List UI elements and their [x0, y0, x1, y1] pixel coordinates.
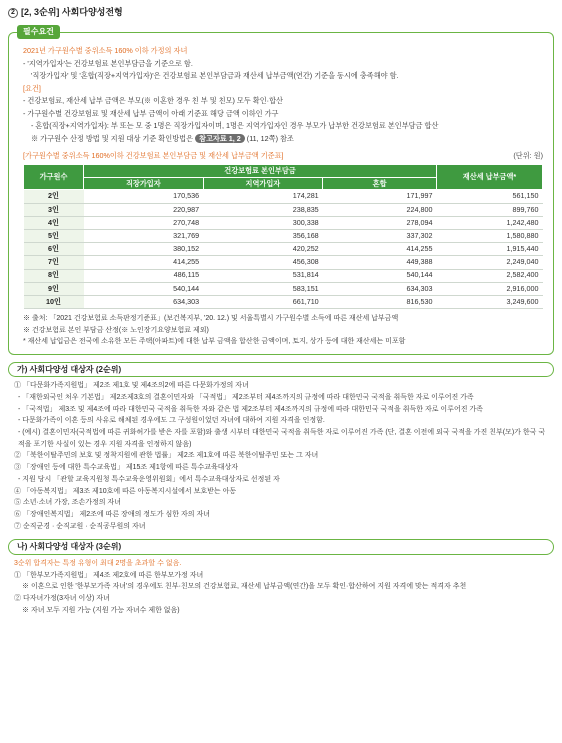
- cell-employee: 414,255: [84, 256, 204, 269]
- list-item: ⑤ 소년·소녀 가장, 조손가정의 자녀: [14, 499, 121, 507]
- list-item: - (예시) 결혼이민자(국적법에 따른 귀화허가를 받은 자를 포함)와 출생 시부터 대한민국 국적을 취득한 자로 이루어진 가족 (단, 결혼 이전에 외국 국적을 가진 친부(모)가 한국 국적을 포기한 사실이 있는 경우 지원 자격을 인정하지 않음): [18, 429, 546, 448]
- req-line: - '지역가입자'는 건강보험료 본인부담금을 기준으로 함.: [23, 58, 193, 68]
- table-notes: [23, 313, 543, 348]
- cell-household: 9인: [24, 282, 84, 295]
- list-item: - 「재한외국인 처우 기본법」 제2조제3호의 결혼이민자와 「국적법」 제2조부터 제4조까지의 규정에 따라 대한민국 국적을 취득한 자로 이루어진 가족: [18, 393, 474, 401]
- cell-household: 5인: [24, 230, 84, 243]
- cell-household: 4인: [24, 216, 84, 229]
- cell-tax: 899,760: [437, 203, 543, 216]
- table-row: [24, 203, 543, 216]
- cell-mixed: 171,997: [323, 190, 437, 203]
- list-item: - 지원 당시 「관할 교육지원청 특수교육운영위원회」에서 특수교육대상자로 선정된 자: [18, 475, 280, 483]
- cell-regional: 174,281: [203, 190, 323, 203]
- list-item: ① 「한부모가족지원법」 제4조 제2호에 따른 한부모가정 자녀: [14, 571, 204, 579]
- table-row: [24, 230, 543, 243]
- ref-prefix: ※ 가구원수 산정 방법 및 지원 대상 기준 확인방법은: [31, 133, 194, 143]
- cell-mixed: 414,255: [323, 243, 437, 256]
- col-header-household: 가구원수: [24, 165, 84, 190]
- cell-household: 10인: [24, 295, 84, 308]
- section-na-title: 나) 사회다양성 대상자 (3순위): [8, 539, 554, 555]
- table-row: [24, 295, 543, 308]
- col-header-employee: 직장가입자: [84, 178, 204, 190]
- list-item: ② 다자녀가정(3자녀 이상) 자녀: [14, 595, 110, 603]
- cell-mixed: 540,144: [323, 269, 437, 282]
- list-item: ⑥ 「장애인복지법」 제2조에 따른 장애의 정도가 심한 자의 자녀: [14, 510, 210, 518]
- cell-regional: 238,835: [203, 203, 323, 216]
- cell-regional: 356,168: [203, 230, 323, 243]
- section-number: 2: [8, 8, 18, 18]
- section-title-text: [2, 3순위] 사회다양성전형: [21, 7, 123, 18]
- requirements-tag: 필수요건: [17, 25, 60, 39]
- cell-tax: 1,915,440: [437, 243, 543, 256]
- list-item: ③ 「장애인 등에 대한 특수교육법」 제15조 제1항에 따른 특수교육대상자: [14, 464, 239, 472]
- ref-suffix: (11, 12쪽) 참조: [246, 133, 294, 143]
- note-line: ※ 출처: 「2021 건강보험료 소득판정기준표」(보건복지부, '20. 12.) 및 서울특별시 가구원수별 소득에 따른 재산세 납부금액: [23, 315, 399, 323]
- cell-tax: 561,150: [437, 190, 543, 203]
- ref-highlight[interactable]: 참고자료 1, 2: [195, 134, 245, 143]
- list-item: ① 「다문화가족지원법」 제2조 제1호 및 제4조의2에 따른 다문화가정의 자녀: [14, 382, 249, 390]
- list-item: ② 「북한이탈주민의 보호 및 정착지원에 관한 법률」 제2조 제1호에 따른 북한이탈주민 또는 그 자녀: [14, 452, 319, 460]
- req-line: 2021년 가구원수별 중위소득 160% 이하 가정의 자녀: [23, 46, 188, 55]
- section-ga-body: [8, 377, 554, 532]
- cell-tax: 2,916,000: [437, 282, 543, 295]
- cell-regional: 456,308: [203, 256, 323, 269]
- list-item: ※ 자녀 모두 지원 가능 (지원 가능 자녀수 제한 없음): [22, 606, 180, 614]
- req-line: - 건강보험료, 재산세 납부 금액은 부모(※ 이혼한 경우 친 부 및 친모) 모두 확인·합산: [23, 96, 283, 105]
- cell-household: 3인: [24, 203, 84, 216]
- cell-regional: 661,710: [203, 295, 323, 308]
- table-row: [24, 216, 543, 229]
- table-row: [24, 282, 543, 295]
- cell-regional: 420,252: [203, 243, 323, 256]
- section-na-body: [8, 555, 554, 617]
- cell-tax: 3,249,600: [437, 295, 543, 308]
- cell-mixed: 337,302: [323, 230, 437, 243]
- list-item: - 「국적법」 제3조 및 제4조에 따라 대한민국 국적을 취득한 자와 같은 법 제2조부터 제4조까지의 규정에 따라 대한민국 국적을 취득한 자로 이루어진 가족: [18, 405, 483, 413]
- cell-tax: 1,580,880: [437, 230, 543, 243]
- cell-mixed: 449,388: [323, 256, 437, 269]
- list-item: ※ 이혼으로 인한 '한부모가족 자녀'의 경우에도 친부·친모의 건강보험료, 재산세 납부금액(연간)을 모두 확인·합산하여 지원 자격에 맞는 적격자 추천: [22, 583, 467, 591]
- table-row: [24, 190, 543, 203]
- table-row: [24, 256, 543, 269]
- section-ga: [8, 362, 554, 533]
- cell-household: 8인: [24, 269, 84, 282]
- req-line: '직장가입자' 및 '혼합(직장+지역가입자)'은 건강보험료 본인부담금과 재산세 납부금액(연간) 기준을 동시에 충족해야 함.: [31, 71, 399, 80]
- cell-tax: 2,249,040: [437, 256, 543, 269]
- cell-regional: 531,814: [203, 269, 323, 282]
- list-item: ④ 「아동복지법」 제3조 제10호에 따른 아동복지시설에서 보호받는 아동: [14, 487, 237, 495]
- cell-employee: 634,303: [84, 295, 204, 308]
- cell-regional: 300,338: [203, 216, 323, 229]
- cell-tax: 2,582,400: [437, 269, 543, 282]
- col-header-tax: 재산세 납부금액*: [437, 165, 543, 190]
- req-line: - 가구원수별 건강보험료 및 재산세 납부 금액이 아래 기준표 해당 금액 이하인 가구: [23, 108, 279, 118]
- cell-employee: 270,748: [84, 216, 204, 229]
- note-line: * 재산세 납입금은 전국에 소유한 모든 주택(아파트)에 대한 납부 금액을 합산한 금액이며, 토지, 상가 등에 대한 재산세는 미포함: [23, 338, 406, 346]
- cell-household: 6인: [24, 243, 84, 256]
- table-row: [24, 243, 543, 256]
- table-row: [24, 269, 543, 282]
- list-item: 3순위 합격자는 특정 유형이 최대 2명을 초과할 수 없음.: [14, 559, 182, 567]
- col-header-health: 건강보험료 본인부담금: [84, 165, 437, 178]
- cell-household: 2인: [24, 190, 84, 203]
- cell-household: 7인: [24, 256, 84, 269]
- cell-regional: 583,151: [203, 282, 323, 295]
- req-reference-line: [23, 133, 543, 146]
- cell-mixed: 224,800: [323, 203, 437, 216]
- requirements-box: [8, 27, 554, 355]
- section-ga-title: 가) 사회다양성 대상자 (2순위): [8, 362, 554, 378]
- cell-employee: 220,987: [84, 203, 204, 216]
- cell-employee: 380,152: [84, 243, 204, 256]
- cell-tax: 1,242,480: [437, 216, 543, 229]
- list-item: ⑦ 순직군경 · 순직교원 · 순직공무원의 자녀: [14, 522, 146, 530]
- cell-mixed: 816,530: [323, 295, 437, 308]
- cell-mixed: 634,303: [323, 282, 437, 295]
- col-header-mixed: 혼합: [323, 178, 437, 190]
- req-subheading: [요건]: [23, 83, 41, 93]
- cell-employee: 540,144: [84, 282, 204, 295]
- table-unit: (단위: 원): [513, 151, 543, 160]
- cell-employee: 170,536: [84, 190, 204, 203]
- cell-employee: 486,115: [84, 269, 204, 282]
- cell-mixed: 278,094: [323, 216, 437, 229]
- req-line: - 혼합(직장+지역가입자): 부 또는 모 중 1명은 직장가입자이며, 1명은 지역가입자인 경우 부모가 납부한 건강보험료 본인부담금 합산: [31, 121, 439, 130]
- section-na: [8, 539, 554, 616]
- section-title: [8, 6, 554, 20]
- table-header-row: [23, 151, 543, 161]
- cell-employee: 321,769: [84, 230, 204, 243]
- col-header-regional: 지역가입자: [203, 178, 323, 190]
- table-caption: [가구원수별 중위소득 160%이하 건강보험료 본인부담금 및 재산세 납부금액 기준표]: [23, 151, 284, 160]
- criteria-table: [23, 164, 543, 309]
- list-item: - 다문화가족이 이혼 등의 사유로 해체된 경우에도 그 구성원이었던 자녀에 대하여 지원 자격을 인정함.: [18, 417, 325, 425]
- note-line: ※ 건강보험료 본인 부담금 산정(※ 노인장기요양보험료 제외): [23, 326, 209, 334]
